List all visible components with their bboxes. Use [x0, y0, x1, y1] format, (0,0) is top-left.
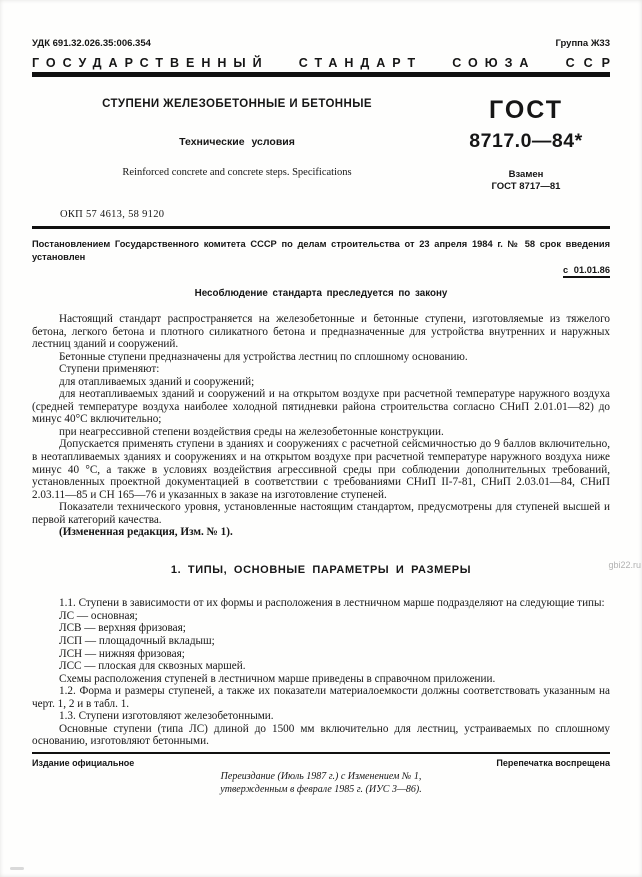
site-watermark: gbi22.ru [608, 560, 641, 570]
header-word: СТАНДАРТ [298, 56, 423, 70]
header-rule [32, 72, 610, 77]
document-title-en: Reinforced concrete and concrete steps. Specifications [122, 167, 352, 178]
scan-artifact [10, 867, 24, 870]
paragraph: 1.3. Ступени изготовляют железобетонными. [59, 710, 274, 723]
paragraph: для отапливаемых зданий и сооружений; [59, 375, 255, 388]
reissue-line: утвержденным в феврале 1985 г. (ИУС 3—86). [220, 783, 422, 795]
amendment-note: (Измененная редакция, Изм. № 1). [59, 526, 233, 539]
gost-number: 8717.0—84* [469, 130, 583, 152]
type-list-item: ЛСН — нижняя фризовая; [59, 647, 185, 660]
okp-codes: ОКП 57 4613, 58 9120 [60, 209, 165, 220]
reprint-prohibited-label: Перепечатка воспрещена [496, 758, 610, 768]
paragraph: Допускается применять ступени в зданиях и сооружениях с расчетной сейсмичностью до 9 баллов включительно, в неотапливаемых зданиях и сооружениях и на открытом воздухе при расчетной температуре наружного воздуха ниже минус 40 °С, а также в условиях воздействия агрессивной среды при соблюдении дополнительных требований, установленных проектной документацией в соответствии с требованиями СНиП II-7-81, СНиП 2.03.01—84, СНиП 2.03.11—85 и СН 165—76 и указанных в заказе на изготовление ступеней. [32, 438, 610, 501]
paragraph: для неотапливаемых зданий и сооружений и на открытом воздухе при расчетной температуре наружного воздуха (средней температуре воздуха наиболее холодной пятидневки района строительства согласно СНиП 2.01.01—82) до минус 40°С включительно; [32, 388, 610, 426]
document-subtitle-ru: Технические условия [179, 136, 295, 148]
replaces-block [442, 169, 610, 193]
replaces-number: ГОСТ 8717—81 [491, 181, 561, 192]
group-code: Группа Ж33 [555, 38, 610, 49]
reissue-line: Переиздание (Июль 1987 г.) с Изменением № 1, [220, 771, 422, 782]
udk-code: УДК 691.32.026.35:006.354 [32, 38, 151, 49]
paragraph: 1.2. Форма и размеры ступеней, а также их показатели материалоемкости должны соответствовать указанным на черт. 1, 2 и в табл. 1. [32, 685, 610, 710]
gost-label: ГОСТ [489, 96, 563, 124]
divider-rule [32, 226, 610, 229]
section-1-heading: 1. ТИПЫ, ОСНОВНЫЕ ПАРАМЕТРЫ И РАЗМЕРЫ [170, 563, 472, 576]
decree-text: Постановлением Государственного комитета СССР по делам строительства от 23 апреля 1984 г. № 58 срок введения установлен [32, 239, 610, 262]
footer-rule [32, 752, 610, 754]
gost-number-block [442, 98, 610, 193]
paragraph: Настоящий стандарт распространяется на железобетонные и бетонные ступени, изготовляемые из тяжелого бетона, легкого бетона и плотного силикатного бетона и предназначенные для устройства внутренних и наружных лестниц зданий и сооружений. [32, 313, 610, 351]
state-standard-header [32, 56, 619, 70]
paragraph: 1.1. Ступени в зависимости от их формы и расположения в лестничном марше подразделяют на следующие типы: [59, 597, 605, 610]
title-area [32, 98, 610, 193]
paragraph: Показатели технического уровня, установленные настоящим стандартом, предусмотрены для ступеней высшей и первой категорий качества. [32, 501, 610, 526]
header-word: ССР [565, 56, 619, 70]
body-text [32, 313, 610, 748]
paragraph: Основные ступени (типа ЛС) длиной до 1500 мм включительно для лестниц, устраиваемых по сплошному основанию, изготовляют бетонными. [32, 722, 610, 748]
effective-date [32, 265, 610, 275]
official-edition-label: Издание официальное [32, 758, 135, 768]
footer-row [32, 758, 610, 768]
paragraph: при неагрессивной степени воздействия среды на железобетонные конструкции. [59, 425, 444, 438]
law-notice: Несоблюдение стандарта преследуется по закону [194, 288, 448, 299]
page-footer [32, 752, 610, 796]
header-word: СОЮЗА [452, 56, 536, 70]
type-list-item: ЛС — основная; [59, 609, 138, 622]
type-list-item: ЛСС — плоская для сквозных маршей. [59, 660, 246, 673]
header-word: ГОСУДАРСТВЕННЫЙ [32, 56, 269, 70]
document-title-ru: СТУПЕНИ ЖЕЛЕЗОБЕТОННЫЕ И БЕТОННЫЕ [102, 98, 372, 110]
replaces-label: Взамен [508, 169, 544, 180]
meta-row [32, 38, 610, 49]
reissue-note [32, 771, 610, 796]
effective-date-value: с 01.01.86 [563, 265, 610, 278]
type-list-item: ЛСП — площадочный вкладыш; [59, 635, 215, 648]
paragraph: Ступени применяют: [59, 363, 160, 376]
paragraph: Бетонные ступени предназначены для устройства лестниц по сплошному основанию. [59, 350, 468, 363]
type-list-item: ЛСВ — верхняя фризовая; [59, 622, 186, 635]
title-left-column [32, 98, 442, 193]
paragraph: Схемы расположения ступеней в лестничном марше приведены в справочном приложении. [59, 672, 496, 685]
